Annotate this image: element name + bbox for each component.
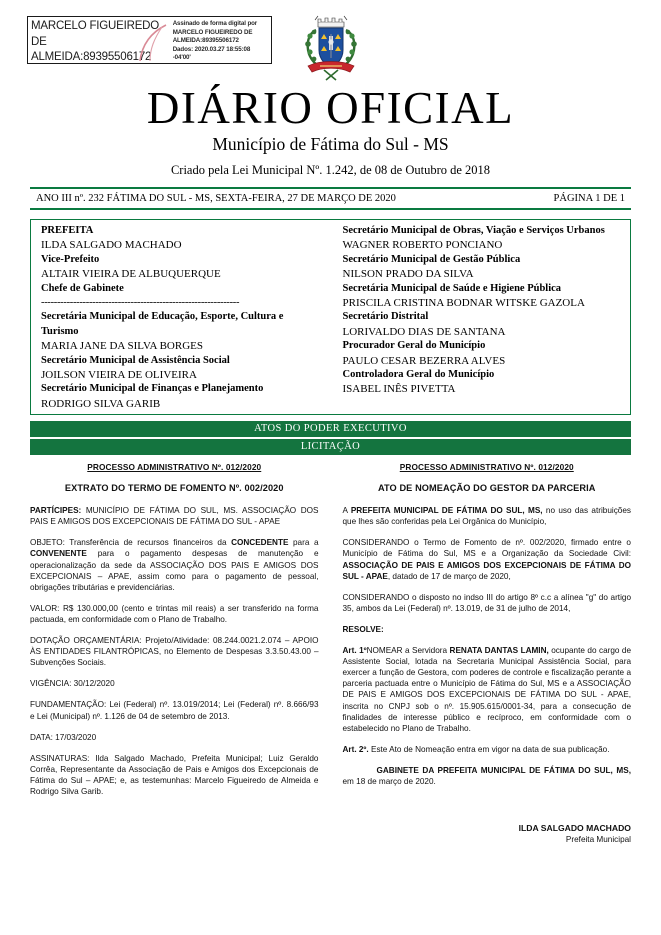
page-title: DIÁRIO OFICIAL	[146, 83, 515, 133]
column-left	[30, 462, 331, 932]
official-name: JOILSON VIEIRA DE OLIVEIRA	[41, 369, 197, 382]
official-role: Secretário Municipal de Obras, Viação e Serviços Urbanos	[342, 225, 605, 236]
section-banner-licitacao: LICITAÇÃO	[30, 439, 631, 455]
article-2-paragraph	[343, 744, 632, 755]
official-name: ISABEL INÊS PIVETTA	[342, 383, 456, 396]
signature-subject-name	[28, 17, 171, 63]
officials-box	[30, 219, 631, 415]
official-role: Secretária Municipal de Saúde e Higiene Pública	[342, 282, 562, 294]
digital-signature-stamp	[27, 16, 272, 64]
officials-divider: --------------------------------------------------------------	[41, 297, 240, 309]
signer-name: ILDA SALGADO MACHADO	[518, 823, 631, 834]
signature-spacer	[343, 797, 632, 823]
process-heading: PROCESSO ADMINISTRATIVO Nº. 012/2020	[87, 462, 262, 472]
preamble-prefix: A	[342, 506, 351, 516]
issue-info-bar	[30, 187, 631, 210]
signature-name-line-1: MARCELO FIGUEIREDO	[31, 20, 160, 32]
valor-paragraph: VALOR: R$ 130.000,00 (cento e trintas mil reais) a ser transferido na forma pactuada, em conformidade com o Plano de Trabalho.	[30, 603, 319, 624]
official-role: Procurador Geral do Município	[342, 340, 486, 352]
objeto-text-3: para o pagamento despesas de manutenção e operacionalização da sede da ASSOCIAÇÃO DOS PAIS E AMIGOS DOS EXCEPCIONAIS – APAE, assim como para o pagamento de pessoal, obrigações tributárias e previdenciárias.	[30, 549, 319, 592]
article-1-appointee: RENATA DANTAS LAMIN,	[449, 646, 549, 656]
official-role: Controladora Geral do Município	[342, 369, 495, 381]
signature-meta-line-2: MARCELO FIGUEIREDO DE	[172, 28, 253, 36]
document-title: ATO DE NOMEAÇÃO DO GESTOR DA PARCERIA	[377, 483, 596, 494]
article-1-label: Art. 1º	[342, 646, 367, 656]
participantes-label: PARTÍCIPES:	[30, 506, 82, 516]
official-role: Secretário Municipal de Assistência Social	[41, 354, 230, 366]
page-indicator: PÁGINA 1 DE 1	[553, 193, 625, 204]
objeto-text-1: OBJETO: Transferência de recursos financeiros da	[30, 538, 232, 548]
considerando-1-text-1: CONSIDERANDO o Termo de Fomento de nº. 002/2020, firmado entre o Município de Fátima do Sul, MS e a Organização da Sociedade Civil:	[342, 538, 631, 559]
signature-name-line-3: ALMEIDA:89395506172	[31, 51, 152, 63]
participantes-paragraph	[30, 505, 319, 527]
official-name: MARIA JANE DA SILVA BORGES	[41, 340, 203, 353]
official-name: PAULO CESAR BEZERRA ALVES	[342, 354, 506, 367]
masthead-law-line: Criado pela Lei Municipal Nº. 1.242, de 08 de Outubro de 2018	[170, 163, 491, 177]
official-role: Secretária Municipal de Educação, Esporte, Cultura e Turismo	[41, 311, 284, 337]
section-banner-executive-acts: ATOS DO PODER EXECUTIVO	[30, 421, 631, 437]
preamble-paragraph	[343, 505, 632, 527]
article-2-text: Este Ato de Nomeação entra em vigor na data de sua publicação.	[368, 744, 610, 754]
considerando-2-paragraph: CONSIDERANDO o disposto no indso III do artigo 8º c.c a alínea "g" do artigo 35, ambos da Lei (Federal) nº. 13.019, de 31 de julho de 2014,	[342, 592, 631, 613]
dotacao-paragraph: DOTAÇÃO ORÇAMENTÁRIA: Projeto/Atividade: 08.244.0021.2.074 – APOIO ÀS ENTIDADES FILANTRÓPICAS, no Elemento de Despesas 3.3.50.43.00 – Subvenções Sociais.	[30, 636, 319, 668]
official-name: NILSON PRADO DA SILVA	[342, 268, 474, 281]
official-name: PRISCILA CRISTINA BODNAR WITSKE GAZOLA	[342, 297, 585, 310]
gabinete-paragraph	[343, 765, 632, 787]
official-name: RODRIGO SILVA GARIB	[41, 397, 161, 410]
official-name: ALTAIR VIEIRA DE ALBUQUERQUE	[41, 268, 221, 281]
considerando-1-text-2: , datado de 17 de março de 2020,	[387, 571, 511, 581]
official-name: LORIVALDO DIAS DE SANTANA	[342, 325, 506, 338]
official-role: Secretário Distrital	[342, 311, 429, 323]
objeto-concedente: CONCEDENTE	[231, 538, 289, 548]
signer-role: Prefeita Municipal	[565, 835, 631, 845]
fundamentacao-paragraph: FUNDAMENTAÇÃO: Lei (Federal) nº. 13.019/2014; Lei (Federal) nº. 8.666/93 e Lei (Municipal) nº. 1.126 de 04 de setembro de 2013.	[30, 700, 319, 721]
assinaturas-paragraph: ASSINATURAS: Ilda Salgado Machado, Prefeita Municipal; Luiz Geraldo Corrêa, Representante da Associação de Pais e Amigos dos Excepcionais de Fátima do Sul – APAE; e, as testemunhas: Marcelo Figueiredo de Almeida e Rodrigo Silva Garib.	[30, 753, 319, 796]
considerando-1-paragraph	[343, 537, 632, 581]
official-role: Vice-Prefeito	[41, 253, 100, 265]
masthead-subtitle: Município de Fátima do Sul - MS	[212, 134, 449, 154]
article-1-text-2: ocupante do cargo de Assistente Social, lotada na Secretaria Municipal Assistência Social, para exercer a função de Gestora, com poderes de controle e fiscalização perante a parceria pactuada entre o Município de Fátima do Sul, MS e a ASSOCIAÇÃO DE PAIS E AMIGOS DOS EXCEPCIONAIS DE FÁTIMA DO SUL - APAE, inscrita no CNPJ sob o nº. 15.905.615/0001-34, para a consecução de finalidades de interesse público e recíproco, em conformidade com o estabelecido no Plano de Trabalho.	[342, 646, 632, 733]
article-2-label: Art. 2º.	[342, 744, 369, 754]
preamble-rest: no uso das atribuições que lhes são conferidas pela Lei Orgânica do Município,	[342, 506, 631, 527]
document-title: EXTRATO DO TERMO DE FOMENTO Nº. 002/2020	[64, 483, 284, 494]
preamble-authority: PREFEITA MUNICIPAL DE FÁTIMA DO SUL, MS,	[350, 506, 543, 516]
officials-column-right	[331, 224, 631, 409]
gabinete-date: em 18 de março de 2020.	[342, 776, 436, 786]
signature-meta-line-1: Assinado de forma digital por	[172, 20, 258, 27]
officials-column-left	[31, 224, 331, 409]
body-columns	[30, 462, 631, 932]
official-name: ILDA SALGADO MACHADO	[41, 239, 182, 252]
vigencia-paragraph: VIGÊNCIA: 30/12/2020	[30, 679, 115, 689]
signature-meta-line-4: Dados: 2020.03.27 18:55:08 -04'00'	[172, 45, 251, 62]
official-role: PREFEITA	[41, 225, 94, 236]
issue-identifier: ANO III nº. 232 FÁTIMA DO SUL - MS, SEXTA-FEIRA, 27 DE MARÇO DE 2020	[36, 193, 396, 204]
participantes-text: MUNICÍPIO DE FÁTIMA DO SUL, MS. ASSOCIAÇÃO DOS PAIS E AMIGOS DOS EXCEPCIONAIS DE FÁTIMA DO SUL - APAE	[30, 506, 319, 527]
process-heading: PROCESSO ADMINISTRATIVO Nº. 012/2020	[399, 462, 574, 472]
objeto-text-2: para a	[288, 538, 319, 548]
signature-metadata	[171, 17, 271, 63]
resolve-label: RESOLVE:	[342, 624, 384, 634]
official-role: Chefe de Gabinete	[41, 282, 124, 294]
article-1-paragraph	[343, 645, 632, 734]
article-1-text-1: NOMEAR a Servidora	[366, 646, 450, 656]
official-name: WAGNER ROBERTO PONCIANO	[342, 239, 503, 252]
resolve-heading	[343, 624, 632, 635]
considerando-1-entity: ASSOCIAÇÃO DE PAIS E AMIGOS DOS EXCEPCIONAIS DE FÁTIMA DO SUL - APAE	[342, 560, 631, 581]
signature-meta-line-3: ALMEIDA:89395506172	[172, 37, 239, 45]
coat-of-arms-icon	[300, 14, 362, 86]
objeto-paragraph	[30, 537, 319, 592]
data-paragraph: DATA: 17/03/2020	[30, 732, 97, 742]
signature-name-line-2: DE	[31, 35, 47, 48]
column-right	[331, 462, 632, 932]
official-role: Secretário Municipal de Gestão Pública	[342, 253, 521, 265]
gabinete-label: GABINETE DA PREFEITA MUNICIPAL DE FÁTIMA DO SUL, MS,	[376, 765, 631, 775]
objeto-convenente: CONVENENTE	[30, 549, 87, 559]
official-role: Secretário Municipal de Finanças e Planejamento	[41, 383, 264, 395]
